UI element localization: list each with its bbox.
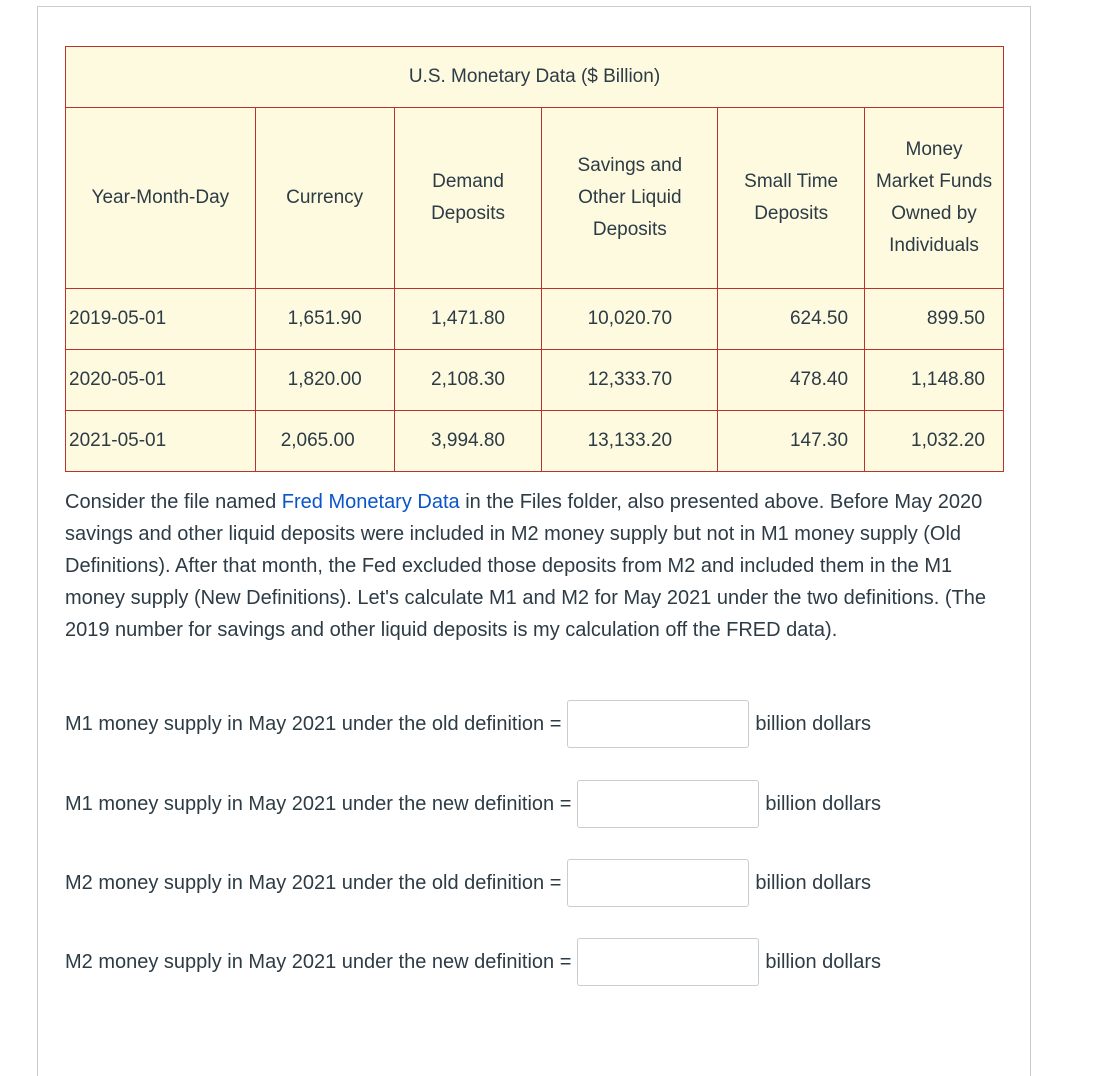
header-small-time-deposits: Small Time Deposits: [718, 108, 865, 289]
question-m2-new: [65, 936, 881, 986]
cell-money-market-funds: 899.50: [865, 289, 1004, 350]
question-m1-old: [65, 698, 871, 748]
unit-label: billion dollars: [755, 871, 872, 894]
header-demand-deposits: Demand Deposits: [394, 108, 542, 289]
cell-currency: 1,820.00: [255, 350, 394, 411]
cell-small-time-deposits: 147.30: [718, 411, 865, 472]
cell-currency: 2,065.00: [255, 411, 394, 472]
question-label: M2 money supply in May 2021 under the old definition =: [65, 871, 562, 894]
cell-demand-deposits: 2,108.30: [394, 350, 542, 411]
cell-demand-deposits: 3,994.80: [394, 411, 542, 472]
cell-small-time-deposits: 624.50: [718, 289, 865, 350]
paragraph-text-rest: in the Files folder, also presented above. Before May 2020 savings and other liquid deposits were included in M2 money supply but not in M1 money supply (Old Definitions). After that month, the Fed excluded those deposits from M2 and included them in the M1 money supply (New Definitions). Let's calculate M1 and M2 for May 2021 under the two definitions. (The 2019 number for savings and other liquid deposits is my calculation off the FRED data).: [65, 491, 986, 641]
table-row: [66, 411, 1004, 472]
m2-new-answer-input[interactable]: [577, 938, 759, 986]
monetary-data-table: [65, 46, 1004, 472]
unit-label: billion dollars: [765, 792, 882, 815]
cell-date: 2020-05-01: [66, 350, 256, 411]
m1-new-answer-input[interactable]: [577, 780, 759, 828]
fred-monetary-data-link[interactable]: Fred Monetary Data: [281, 491, 460, 513]
cell-money-market-funds: 1,032.20: [865, 411, 1004, 472]
question-m1-new: [65, 778, 881, 828]
header-money-market-funds: Money Market Funds Owned by Individuals: [865, 108, 1004, 289]
header-currency: Currency: [255, 108, 394, 289]
m1-old-answer-input[interactable]: [567, 700, 749, 748]
cell-currency: 1,651.90: [255, 289, 394, 350]
paragraph-text-start: Consider the file named: [65, 491, 282, 513]
question-label: M1 money supply in May 2021 under the new definition =: [65, 792, 572, 815]
cell-savings-deposits: 12,333.70: [542, 350, 718, 411]
cell-savings-deposits: 13,133.20: [542, 411, 718, 472]
table-row: [66, 289, 1004, 350]
m2-old-answer-input[interactable]: [567, 859, 749, 907]
question-paragraph: [65, 486, 1005, 646]
question-m2-old: [65, 857, 871, 907]
cell-date: 2021-05-01: [66, 411, 256, 472]
cell-date: 2019-05-01: [66, 289, 256, 350]
header-date: Year-Month-Day: [66, 108, 256, 289]
cell-savings-deposits: 10,020.70: [542, 289, 718, 350]
unit-label: billion dollars: [755, 712, 872, 735]
unit-label: billion dollars: [765, 950, 882, 973]
cell-small-time-deposits: 478.40: [718, 350, 865, 411]
table-row: [66, 350, 1004, 411]
table-title: U.S. Monetary Data ($ Billion): [66, 47, 1004, 108]
question-label: M1 money supply in May 2021 under the old definition =: [65, 712, 562, 735]
question-label: M2 money supply in May 2021 under the new definition =: [65, 950, 572, 973]
table-header-row: [66, 108, 1004, 289]
cell-demand-deposits: 1,471.80: [394, 289, 542, 350]
cell-money-market-funds: 1,148.80: [865, 350, 1004, 411]
header-savings-deposits: Savings and Other Liquid Deposits: [542, 108, 718, 289]
